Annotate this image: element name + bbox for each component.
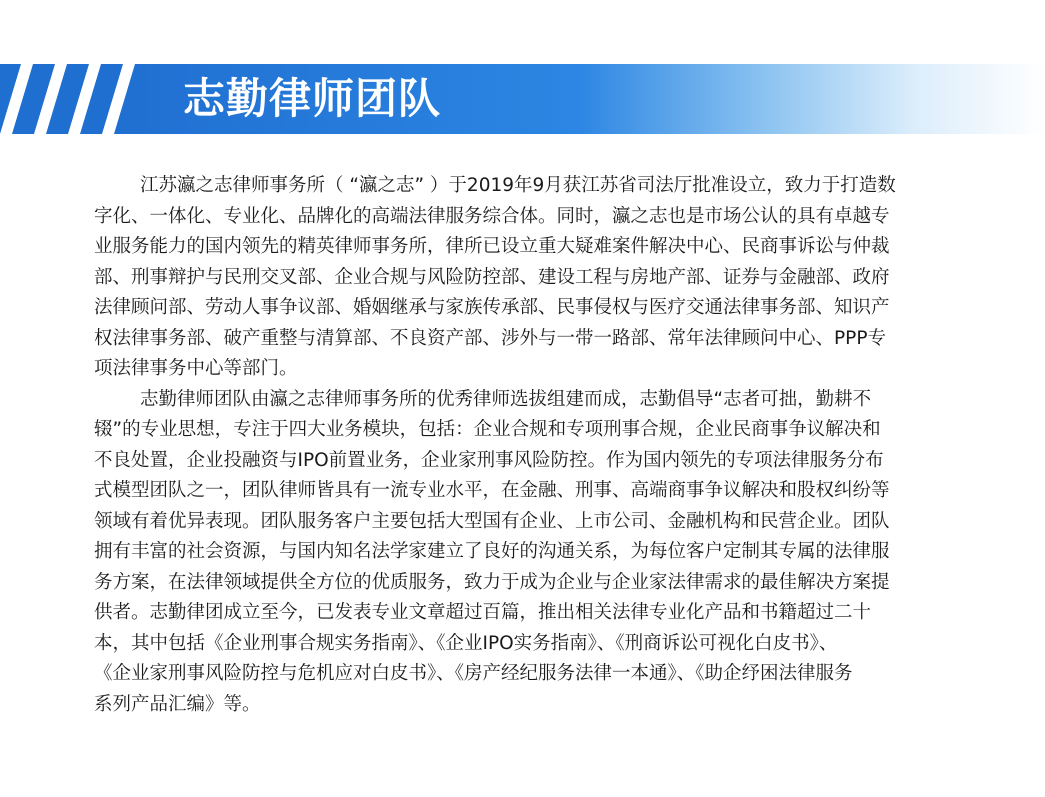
text-line: 业服务能力的国内领先的精英律师事务所，律所已设立重大疑难案件解决中心、民商事诉讼与仲裁 — [94, 236, 890, 257]
text-line: 江苏瀛之志律师事务所（ “瀛之志” ）于2019年9月获江苏省司法厅批准设立，致力于打造数 — [140, 175, 896, 196]
banner-stripe — [12, 64, 55, 134]
banner-stripe — [80, 64, 123, 134]
text-line: 志勤律师团队由瀛之志律师事务所的优秀律师选拔组建而成，志勤倡导“志者可拙，勤耕不 — [140, 388, 872, 410]
banner-stripe — [46, 64, 89, 134]
text-line: 法律顾问部、劳动人事争议部、婚姻继承与家族传承部、民事侵权与医疗交通法律事务部、知识产 — [94, 297, 890, 318]
document-body — [94, 171, 1014, 720]
text-line: 系列产品汇编》等。 — [94, 693, 261, 715]
page-title: 志勤律师团队 — [183, 74, 442, 123]
text-line: 字化、一体化、专业化、品牌化的高端法律服务综合体。同时，瀛之志也是市场公认的具有卓越专 — [94, 205, 890, 227]
text-line: 部、刑事辩护与民刑交叉部、企业合规与风险防控部、建设工程与房地产部、证券与金融部、政府 — [94, 266, 890, 288]
text-line: 供者。志勤律团成立至今，已发表专业文章超过百篇，推出相关法律专业化产品和书籍超过二十 — [94, 602, 872, 623]
header-banner — [0, 64, 1045, 134]
paragraph-team — [94, 385, 1014, 721]
text-line: 《企业家刑事风险防控与危机应对白皮书》、《房产经纪服务法律一本通》、《助企纾困法律服务 — [94, 663, 853, 684]
text-line: 领域有着优异表现。团队服务客户主要包括大型国有企业、上市公司、金融机构和民营企业。团队 — [94, 510, 890, 532]
text-line: 权法律事务部、破产重整与清算部、不良资产部、涉外与一带一路部、常年法律顾问中心、PPP专 — [94, 327, 886, 349]
text-line: 辍”的专业思想，专注于四大业务模块，包括：企业合规和专项刑事合规，企业民商事争议解决和 — [94, 419, 881, 440]
text-line: 拥有丰富的社会资源，与国内知名法学家建立了良好的沟通关系，为每位客户定制其专属的法律服 — [94, 541, 890, 562]
text-line: 务方案，在法律领域提供全方位的优质服务，致力于成为企业与企业家法律需求的最佳解决方案提 — [94, 571, 890, 593]
text-line: 不良处置，企业投融资与IPO前置业务，企业家刑事风险防控。作为国内领先的专项法律服务分布 — [94, 449, 884, 471]
text-line: 项法律事务中心等部门。 — [94, 358, 298, 379]
text-line: 本，其中包括《企业刑事合规实务指南》、《企业IPO实务指南》、《刑商诉讼可视化白皮书》、 — [94, 632, 838, 654]
text-line: 式模型团队之一，团队律师皆具有一流专业水平，在金融、刑事、高端商事争议解决和股权纠纷等 — [94, 480, 890, 501]
banner-graphic — [0, 64, 1045, 134]
paragraph-intro — [94, 171, 1014, 385]
